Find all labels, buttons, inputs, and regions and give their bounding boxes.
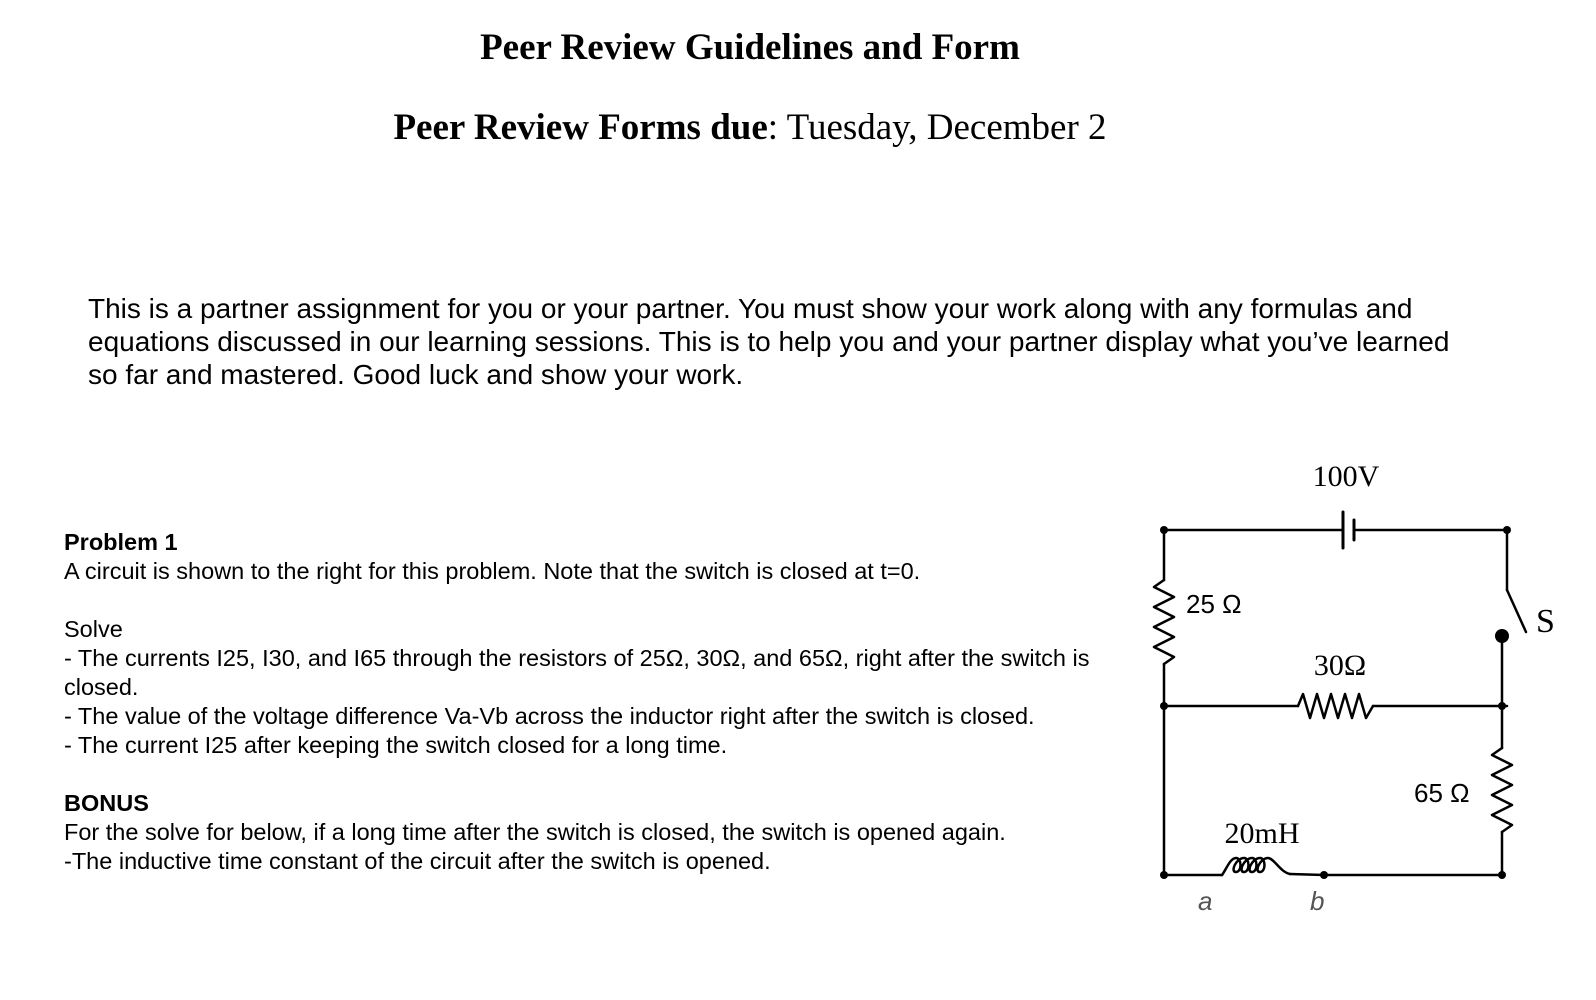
bonus-heading: BONUS [64, 790, 149, 816]
solve-item: - The currents I25, I30, and I65 through the resistors of 25Ω, 30Ω, and 65Ω, right after the switch is closed. [64, 645, 1090, 700]
bonus-item: -The inductive time constant of the circuit after the switch is opened. [64, 848, 771, 874]
junction-dot [1160, 526, 1168, 534]
solve-item: - The current I25 after keeping the switch closed for a long time. [64, 732, 728, 758]
due-date-line [0, 106, 1500, 149]
r65-label: 65 Ω [1414, 778, 1470, 808]
switch-label: S [1536, 603, 1555, 640]
node-a-label: a [1198, 886, 1213, 916]
solve-label: Solve [64, 616, 123, 642]
problem-heading: Problem 1 [64, 529, 178, 555]
inductor-symbol [1222, 858, 1290, 875]
bottom-wire-mid [1290, 874, 1324, 875]
bonus-intro: For the solve for below, if a long time after the switch is closed, the switch is opened again. [64, 819, 1006, 845]
intro-paragraph: This is a partner assignment for you or your partner. You must show your work along with any formulas and equations discussed in our learning sessions. This is to help you and your partner display what you’ve learned so far and mastered. Good luck and show your work. [88, 293, 1450, 390]
junction-dot [1498, 871, 1506, 879]
page-title: Peer Review Guidelines and Form [480, 27, 1020, 68]
resistor-30-symbol [1298, 694, 1373, 718]
problem-description: A circuit is shown to the right for this problem. Note that the switch is closed at t=0. [64, 558, 921, 584]
switch-blade [1507, 590, 1526, 632]
problem-section [64, 528, 1144, 876]
node-b-dot [1320, 871, 1328, 879]
junction-dot [1498, 702, 1506, 710]
solve-list [64, 644, 1144, 760]
junction-dot [1160, 871, 1168, 879]
r30-label: 30Ω [1313, 649, 1367, 682]
resistor-65-symbol [1492, 748, 1512, 832]
battery-label: 100V [1312, 460, 1380, 493]
r25-label: 25 Ω [1186, 589, 1242, 619]
due-label: Peer Review Forms due [393, 107, 768, 148]
node-b-label: b [1310, 886, 1325, 916]
junction-dot [1503, 526, 1511, 534]
switch-contact-dot [1495, 629, 1509, 643]
circuit-diagram [1140, 440, 1580, 940]
inductor-label: 20mH [1224, 817, 1300, 850]
due-date: : Tuesday, December 2 [767, 107, 1107, 148]
resistor-25-symbol [1154, 580, 1174, 664]
solve-item: - The value of the voltage difference Va-Vb across the inductor right after the switch is closed. [64, 703, 1035, 729]
junction-dot [1160, 702, 1168, 710]
